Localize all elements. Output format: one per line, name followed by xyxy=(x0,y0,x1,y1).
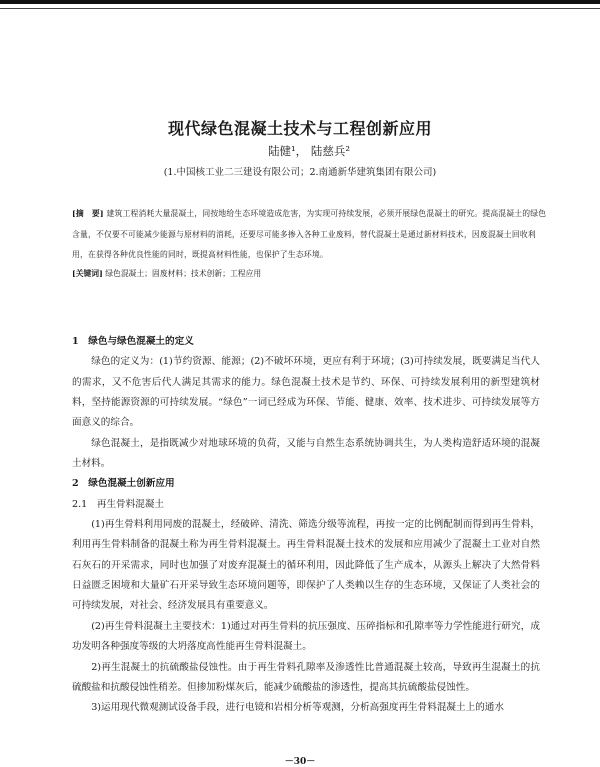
paper-authors: 陆健¹， 陆慈兵² xyxy=(268,144,350,158)
abstract-label: [摘 要] xyxy=(72,209,104,218)
section-2-heading: 2 绿色混凝土创新应用 xyxy=(72,478,175,490)
keywords-label: [关键词] xyxy=(72,269,103,278)
abstract-text: 建筑工程消耗大量混凝土，同按地给生态环境造成危害，为实现可持续发展，必须开展绿色混凝土的研究。提高混凝土的绿色含量，不仅要不可能减少能源与原材料的消耗，还要尽可能多掺入各种工业废料，替代混凝土是通过新材料技术，因废混凝土回收利用，在获得各种优良性能的同时，既提高材料性能，也保护了生态环境。 xyxy=(72,209,547,259)
keywords xyxy=(72,264,548,284)
paragraph-sulfate-resistance: 2)再生混凝土的抗硫酸盐侵蚀性。由于再生骨料孔隙率及渗透性比普通混凝土较高，导致再生混凝土的抗硫酸盐和抗酸侵蚀性稍差。但掺加粉煤灰后，能减少硫酸盐的渗透性，提高其抗硫酸盐侵蚀性。 xyxy=(72,661,540,693)
paragraph-recycled-aggregate: (1)再生骨料利用同废的混凝土，经破碎、清洗、筛选分级等流程，再按一定的比例配制而得到再生骨料，利用再生骨料制备的混凝土称为再生骨料混凝土。再生骨料混凝土技术的发展和应用减少了混凝土工业对自然石灰石的开采需求，同时也加强了对废弃混凝土的循环利用，因此降低了生产成本，从源头上解决了大然骨料日益匮乏困境和大量矿石开采导致生态环境问题等，即保护了人类赖以生存的生态环境，又保证了人类社会的可持续发展，对社会、经济发展具有重要意义。 xyxy=(72,519,540,612)
paragraph-green-definition: 绿色的定义为：(1)节约资源、能源；(2)不破坏环境，更应有利于环境；(3)可持续发展，既要满足当代人的需求，又不危害后代人满足其需求的能力。绿色混凝土技术是节约、环保、可持续发展利用的新型建筑材料，坚持能源资源的可持续发展。“绿色”一词已经成为环保、节能、健康、效率、技术进步、可持续发展等方面意义的综合。 xyxy=(72,356,540,429)
abstract xyxy=(72,204,548,266)
header-rule-thin xyxy=(0,8,600,9)
header-rule xyxy=(0,0,600,4)
keywords-text: 绿色混凝土；固废材料；技术创新；工程应用 xyxy=(105,269,262,278)
paragraph-green-concrete: 绿色混凝土，是指既减少对地球环境的负荷，又能与自然生态系统协调共生，为人类构造舒适环境的混凝土材料。 xyxy=(72,437,540,470)
section-2-1-heading: 2.1 再生骨料混凝土 xyxy=(72,498,165,510)
paper-title: 现代绿色混凝土技术与工程创新应用 xyxy=(167,119,432,138)
paper-affiliation: (1.中国核工业二三建设有限公司；2.南通新华建筑集团有限公司) xyxy=(163,167,437,178)
section-1-heading: 1 绿色与绿色混凝土的定义 xyxy=(72,336,194,347)
paper-body xyxy=(72,332,540,719)
paragraph-microscopic-analysis: 3)运用现代微观测试设备手段，进行电镜和岩相分析等观测，分析高强度再生骨料混凝土上的通水 xyxy=(91,702,504,714)
paragraph-main-techniques: (2)再生骨料混凝土主要技术：1)通过对再生骨料的抗压强度、压碎指标和孔隙率等力学性能进行研究，成功发明各种强度等级的大坍落度高性能再生骨料混凝土。 xyxy=(72,620,540,653)
page-number: －30－ xyxy=(284,757,316,767)
